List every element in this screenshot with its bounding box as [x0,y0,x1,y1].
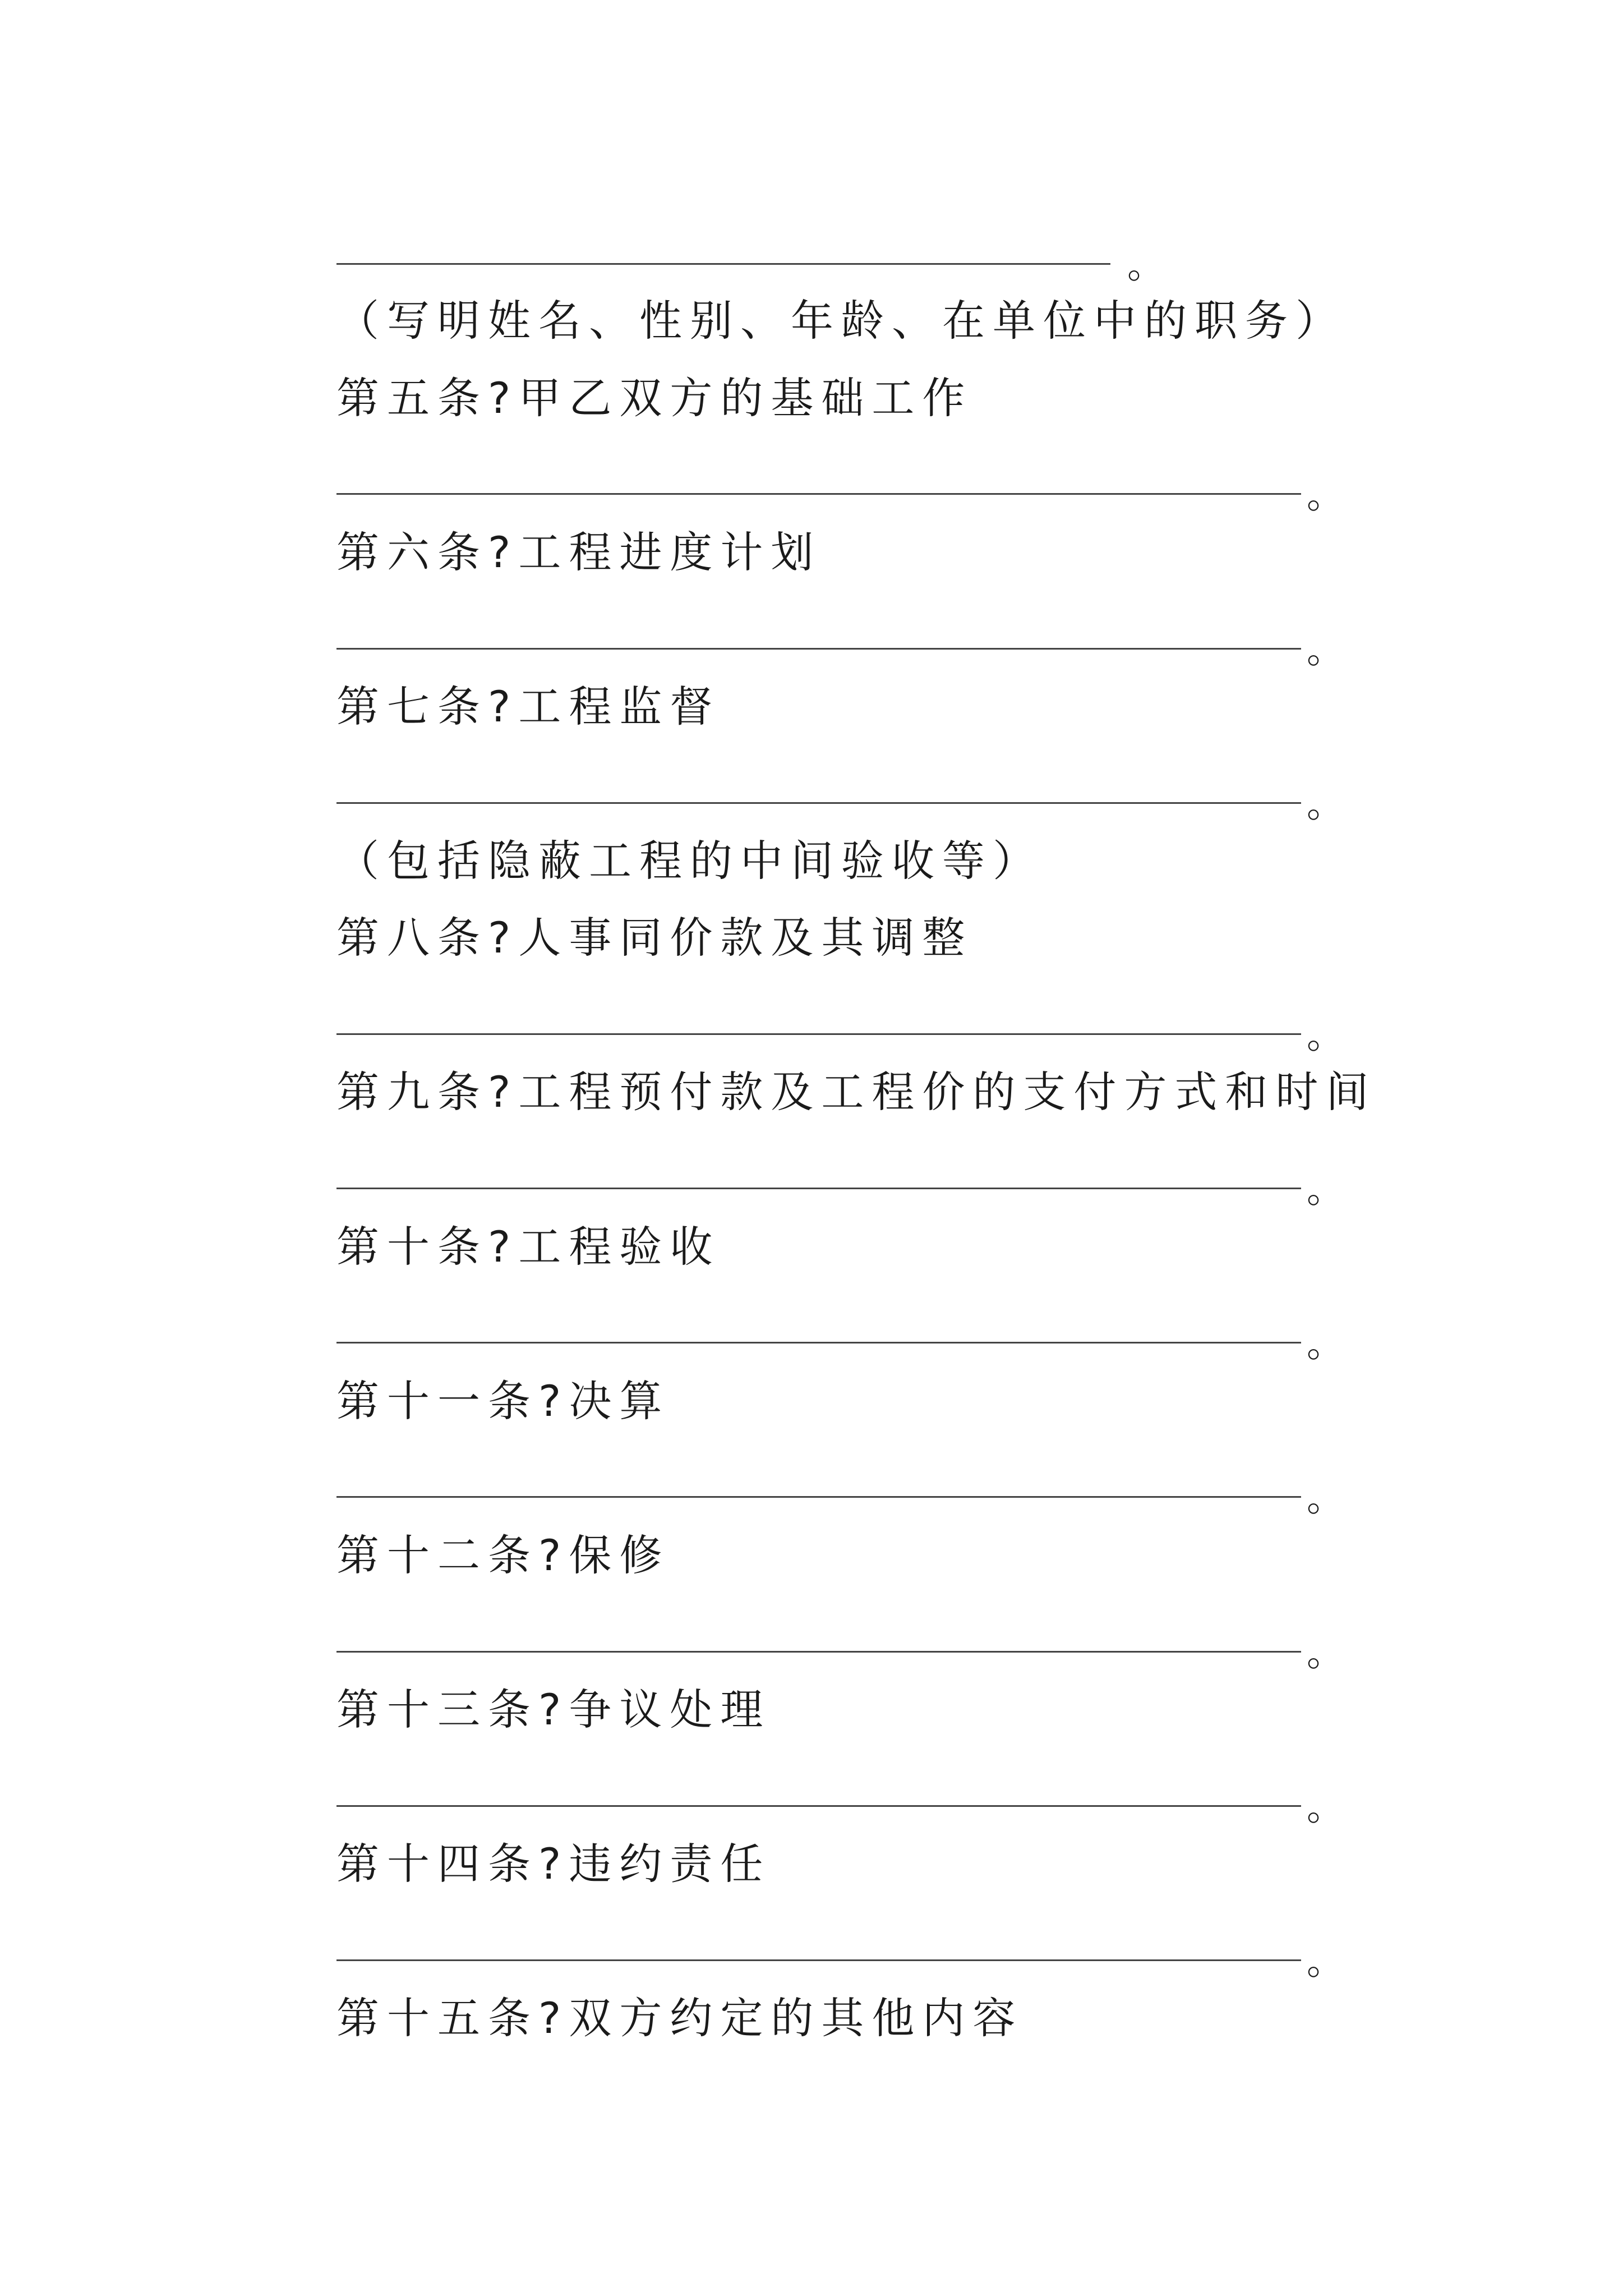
blank-period: 。 [1307,1786,1344,1829]
fill-blank [336,231,1166,287]
blank-period: 。 [1307,1940,1344,1983]
blank-underline [336,1496,1301,1498]
blank-period: 。 [1307,1322,1344,1365]
clause-9-title: 第九条?工程预付款及工程价的支付方式和时间 [336,1067,1377,1117]
fill-blank [336,770,1344,826]
clause-15-title: 第十五条?双方约定的其他内容 [336,1993,1023,2043]
fill-blank [336,1156,1344,1211]
clause-7-title: 第七条?工程监督 [336,682,721,731]
blank-period: 。 [1307,1476,1344,1520]
blank-underline [336,493,1301,495]
fill-blank [336,1001,1344,1057]
fill-blank [336,1927,1344,1983]
fill-blank [336,1310,1344,1365]
clause-6-title: 第六条?工程进度计划 [336,527,822,577]
clause-14-title: 第十四条?违约责任 [336,1839,771,1889]
blank-underline [336,1188,1301,1189]
fill-blank [336,1773,1344,1829]
blank-underline [336,1805,1301,1807]
clause-note-inspection: （包括隐蔽工程的中间验收等） [336,836,1043,886]
blank-underline [336,648,1301,650]
clause-12-title: 第十二条?保修 [336,1530,670,1580]
clause-10-title: 第十条?工程验收 [336,1222,721,1272]
blank-period: 。 [1307,628,1344,671]
blank-underline [336,1651,1301,1653]
blank-period: 。 [1307,1014,1344,1057]
fill-blank [336,1464,1344,1520]
clause-8-title: 第八条?人事同价款及其调整 [336,913,973,963]
blank-period: 。 [1307,473,1344,517]
fill-blank [336,1619,1344,1674]
clause-11-title: 第十一条?决算 [336,1376,670,1426]
clause-13-title: 第十三条?争议处理 [336,1685,771,1734]
blank-underline [336,802,1301,804]
clause-5-title: 第五条?甲乙双方的基础工作 [336,373,973,423]
blank-underline [336,1342,1301,1343]
blank-period: 。 [1307,1168,1344,1211]
blank-underline [336,263,1110,265]
blank-period: 。 [1307,1631,1344,1674]
blank-period: 。 [1307,783,1344,826]
fill-blank [336,461,1344,517]
blank-underline [336,1959,1301,1961]
blank-period: 。 [1127,243,1164,287]
fill-blank [336,616,1344,671]
clause-note-personnel: （写明姓名、性别、年龄、在单位中的职务） [336,296,1346,346]
blank-underline [336,1033,1301,1035]
